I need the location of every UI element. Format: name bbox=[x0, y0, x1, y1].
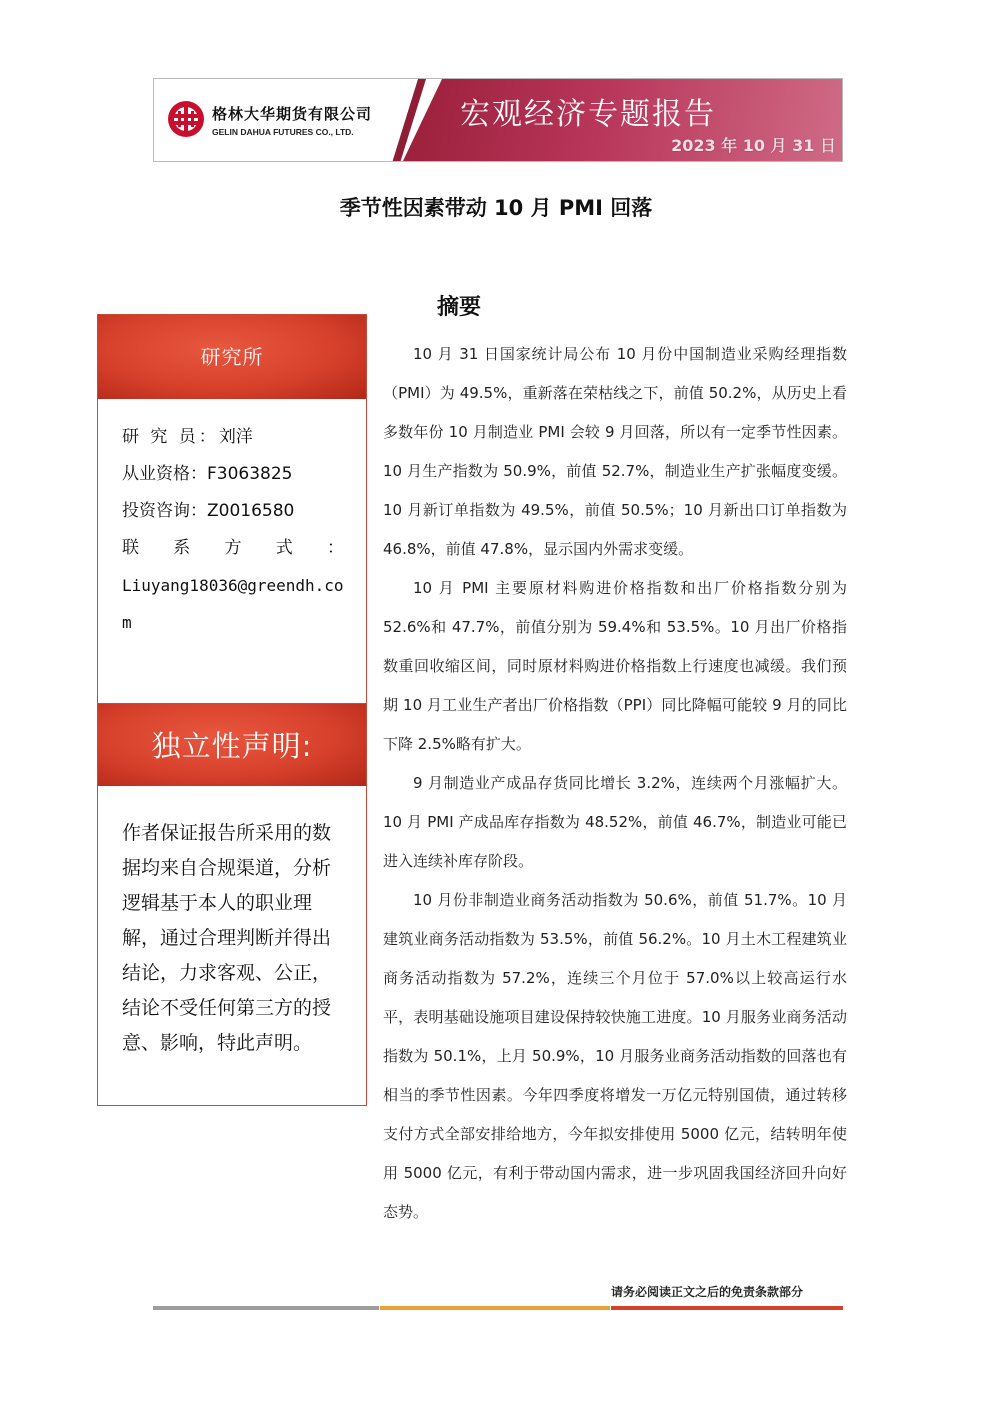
contact-label-char: 方 bbox=[224, 538, 242, 558]
analyst-contact-block bbox=[122, 419, 344, 641]
analyst-email-link[interactable]: Liuyang18036@greendh.com bbox=[122, 576, 344, 632]
summary-heading: 摘要 bbox=[437, 295, 482, 320]
report-date: 2023 年 10 月 31 日 bbox=[671, 136, 836, 155]
advisory-line: 投资咨询：Z0016580 bbox=[122, 501, 295, 521]
independence-statement-panel bbox=[97, 703, 367, 1106]
qualification-line: 从业资格：F3063825 bbox=[122, 464, 293, 484]
summary-paragraph: 10 月 PMI 主要原材料购进价格指数和出厂价格指数分别为 52.6%和 47.7%，前值分别为 59.4%和 53.5%。10 月出厂价格指数重回收缩区间，同时原材料购进价格指数上行速度也减缓。我们预期 10 月工业生产者出厂价格指数（PPI）同比降幅可能较 9 月的同比下降 2.5%略有扩大。 bbox=[383, 579, 847, 753]
summary-body bbox=[383, 335, 847, 1232]
analyst-name: 刘洋 bbox=[218, 427, 253, 447]
company-name-cn: 格林大华期货有限公司 bbox=[212, 105, 373, 123]
footer-bar-gray bbox=[153, 1306, 379, 1310]
summary-paragraph: 9 月制造业产成品存货同比增长 3.2%，连续两个月涨幅扩大。10 月 PMI 产成品库存指数为 48.52%，前值 46.7%，制造业可能已进入连续补库存阶段。 bbox=[383, 774, 847, 870]
independence-statement-text: 作者保证报告所采用的数据均来自合规渠道，分析逻辑基于本人的职业理解，通过合理判断并得出结论，力求客观、公正，结论不受任何第三方的授意、影响，特此声明。 bbox=[122, 822, 332, 1054]
company-name-en: GELIN DAHUA FUTURES CO., LTD. bbox=[212, 127, 354, 137]
institute-heading: 研究所 bbox=[98, 315, 366, 399]
page-title: 季节性因素带动 10 月 PMI 回落 bbox=[339, 196, 653, 220]
footer-bar-orange bbox=[380, 1306, 610, 1310]
summary-paragraph: 10 月 31 日国家统计局公布 10 月份中国制造业采购经理指数（PMI）为 49.5%，重新落在荣枯线之下，前值 50.2%，从历史上看多数年份 10 月制造业 PMI 会较 9 月回落，所以有一定季节性因素。10 月生产指数为 50.9%，前值 52.7%，制造业生产扩张幅度变缓。10 月新订单指数为 49.5%，前值 50.5%；10 月新出口订单指数为 46.8%，前值 47.8%，显示国内外需求变缓。 bbox=[383, 345, 847, 558]
footer-bar-red bbox=[611, 1306, 843, 1310]
analyst-label: 研 究 员： bbox=[122, 427, 219, 447]
contact-label-char: 联 bbox=[122, 538, 139, 558]
research-institute-panel bbox=[97, 314, 367, 704]
contact-label-char: 系 bbox=[173, 538, 191, 558]
company-logo-icon bbox=[166, 99, 206, 139]
independence-heading: 独立性声明: bbox=[98, 704, 366, 786]
report-type-title: 宏观经济专题报告 bbox=[460, 97, 716, 132]
disclaimer-note: 请务必阅读正文之后的免责条款部分 bbox=[611, 1285, 804, 1299]
contact-label-char: ： bbox=[327, 538, 344, 558]
analyst-line bbox=[122, 419, 344, 456]
contact-label-char: 式 bbox=[275, 538, 293, 558]
contact-label-line bbox=[122, 530, 344, 567]
report-header-banner bbox=[153, 78, 843, 162]
summary-paragraph: 10 月份非制造业商务活动指数为 50.6%，前值 51.7%。10 月建筑业商务活动指数为 53.5%，前值 56.2%。10 月土木工程建筑业商务活动指数为 57.2%，连续三个月位于 57.0%以上较高运行水平，表明基础设施项目建设保持较快施工进度。10 月服务业商务活动指数为 50.1%，上月 50.9%，10 月服务业商务活动指数的回落也有相当的季节性因素。今年四季度将增发一万亿元特别国债，通过转移支付方式全部安排给地方，今年拟安排使用 5000 亿元，结转明年使用 5000 亿元，有利于带动国内需求，进一步巩固我国经济回升向好态势。 bbox=[383, 891, 847, 1221]
